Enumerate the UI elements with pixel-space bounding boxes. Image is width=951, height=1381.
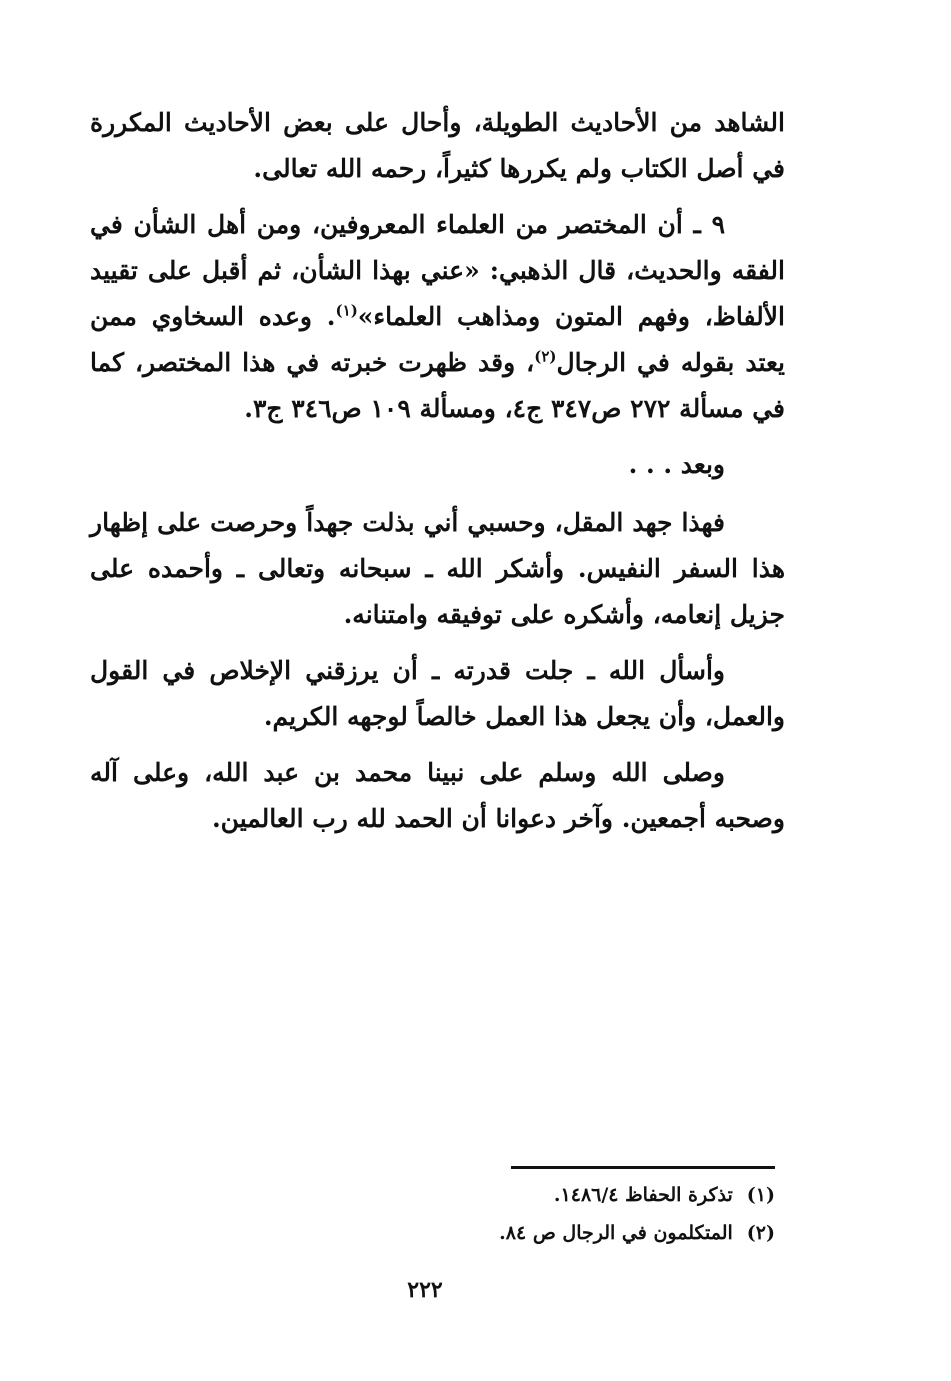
footnote-ref-1: (١)	[335, 301, 358, 320]
page-number: ٢٢٢	[407, 1277, 443, 1303]
paragraph-continuation: الشاهد من الأحاديث الطويلة، وأحال على بعض الأحاديث المكررة في أصل الكتاب ولم يكررها كثيراً، رحمه الله تعالى.	[90, 108, 785, 183]
footnote-number: (١)	[746, 1184, 775, 1206]
footnote-text: تذكرة الحفاظ ١٤٨٦/٤.	[553, 1184, 733, 1206]
point9-text-3: ، وقد ظهرت خبرته في هذا المختصر، كما في مسألة ٢٧٢ ص٣٤٧ ج٤، ومسألة ١٠٩ ص٣٤٦ ج٣.	[90, 348, 785, 423]
point9-text-2: . وعده السخاوي ممن يعتد بقوله في الرجال	[90, 302, 786, 377]
footnote-1	[300, 1176, 775, 1214]
footnote-number: (٢)	[746, 1222, 775, 1244]
paragraph-wabaad: وبعد . . .	[628, 450, 725, 479]
footnote-2	[300, 1214, 775, 1252]
paragraph-supplication: وأسأل الله ـ جلت قدرته ـ أن يرزقني الإخلاص في القول والعمل، وأن يجعل هذا العمل خالصاً لوجهه الكريم.	[90, 656, 785, 731]
footnote-text: المتكلمون في الرجال ص ٨٤.	[499, 1222, 733, 1244]
footnote-divider	[511, 1166, 775, 1169]
footnotes	[300, 1176, 775, 1252]
paragraph-effort: فهذا جهد المقل، وحسبي أني بذلت جهداً وحرصت على إظهار هذا السفر النفيس. وأشكر الله ـ سبحانه وتعالى ـ وأحمده على جزيل إنعامه، وأشكره على توفيقه وامتنانه.	[90, 508, 785, 629]
footnote-ref-2: (٢)	[534, 347, 557, 366]
paragraph-closing: وصلى الله وسلم على نبينا محمد بن عبد الله، وعلى آله وصحبه أجمعين. وآخر دعوانا أن الحمد لله رب العالمين.	[90, 758, 785, 833]
paragraph-point-9	[90, 202, 785, 432]
main-text	[90, 100, 785, 852]
point9-text-1: ٩ ـ أن المختصر من العلماء المعروفين، ومن أهل الشأن في الفقه والحديث، قال الذهبي: «عني بهذا الشأن، ثم أقبل على تقييد الألفاظ، وفهم المتون ومذاهب العلماء»	[90, 210, 785, 331]
